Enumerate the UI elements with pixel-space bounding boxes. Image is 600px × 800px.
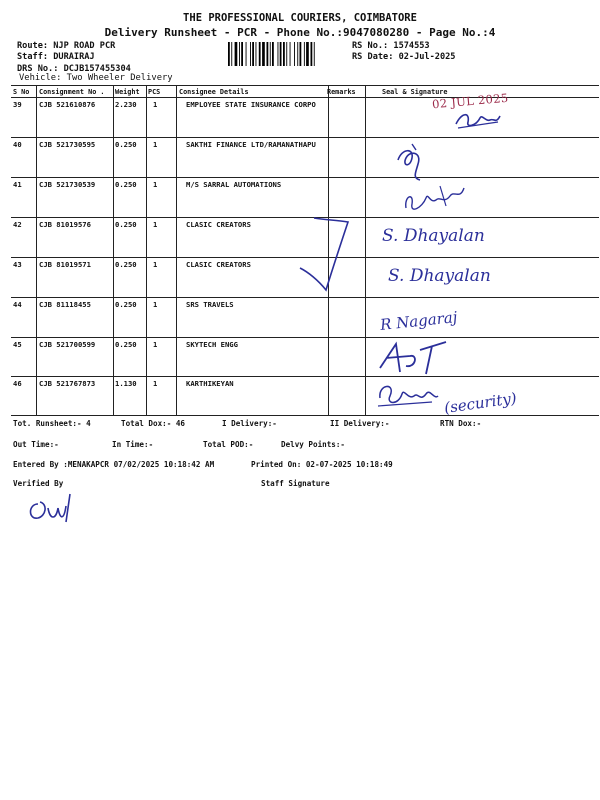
- printed-on: Printed On: 02-07-2025 10:18:49: [251, 460, 393, 469]
- barcode-bar: [241, 42, 243, 66]
- total-runsheet: Tot. Runsheet:- 4: [13, 419, 91, 428]
- cell-consignee: SKYTECH ENGG: [186, 340, 238, 349]
- cell-weight: 1.130: [115, 379, 137, 388]
- signature-44: R Nagaraj: [379, 308, 459, 334]
- table-rule: [11, 97, 599, 98]
- barcode-bar: [239, 42, 240, 66]
- barcode-bar: [294, 42, 295, 66]
- rs-number: RS No.: 1574553: [352, 41, 430, 51]
- barcode-bar: [300, 42, 302, 66]
- cell-pcs: 1: [153, 379, 158, 388]
- cell-consignment: CJB 521700599: [39, 340, 96, 349]
- cell-pcs: 1: [153, 300, 158, 309]
- route-label: Route: NJP ROAD PCR: [17, 41, 116, 51]
- barcode-bar: [235, 42, 238, 66]
- barcode-bar: [256, 42, 257, 66]
- total-pod: Total POD:-: [203, 440, 254, 449]
- signature-39: [452, 108, 502, 132]
- col-seal-signature: Seal & Signature: [382, 88, 448, 96]
- date-stamp: 02 JUL 2025: [431, 90, 509, 112]
- col-sno: S No: [13, 88, 30, 96]
- verified-by: Verified By: [13, 479, 64, 488]
- barcode-bar: [246, 42, 247, 66]
- barcode-bar: [250, 42, 251, 66]
- signature-41: [400, 178, 472, 218]
- runsheet-title: Delivery Runsheet - PCR - Phone No.:9047080280 - Page No.:4: [104, 26, 496, 39]
- cell-consignee: CLASIC CREATORS: [186, 220, 251, 229]
- barcode-bar: [231, 42, 232, 66]
- table-rule: [11, 137, 599, 138]
- barcode-bar: [283, 42, 285, 66]
- col-weight: Weight: [115, 88, 140, 96]
- cell-sno: 41: [13, 180, 22, 189]
- barcode-bar: [272, 42, 274, 66]
- table-rule: [146, 85, 147, 415]
- col-remarks: Remarks: [327, 88, 356, 96]
- verifier-signature: [26, 490, 82, 526]
- cell-weight: 0.250: [115, 140, 137, 149]
- staff-label: Staff: DURAIRAJ: [17, 52, 95, 62]
- cell-pcs: 1: [153, 260, 158, 269]
- barcode-bar: [280, 42, 282, 66]
- out-time: Out Time:-: [13, 440, 59, 449]
- signature-42: S. Dhayalan: [382, 226, 485, 246]
- table-rule: [11, 415, 599, 416]
- table-rule: [176, 85, 177, 415]
- cell-weight: 0.250: [115, 300, 137, 309]
- cell-weight: 0.250: [115, 260, 137, 269]
- cell-consignee: EMPLOYEE STATE INSURANCE CORPO: [186, 100, 316, 109]
- cell-weight: 0.250: [115, 340, 137, 349]
- cell-consignment: CJB 521767873: [39, 379, 96, 388]
- cell-consignment: CJB 521610876: [39, 100, 96, 109]
- barcode-bar: [304, 42, 305, 66]
- cell-pcs: 1: [153, 100, 158, 109]
- ii-delivery: II Delivery:-: [330, 419, 390, 428]
- table-rule: [11, 376, 599, 377]
- table-rule: [36, 85, 37, 415]
- barcode-bar: [252, 42, 254, 66]
- cell-consignee: SRS TRAVELS: [186, 300, 234, 309]
- barcode-bar: [311, 42, 313, 66]
- signature-43: S. Dhayalan: [388, 266, 491, 286]
- cell-weight: 0.250: [115, 220, 137, 229]
- staff-signature: Staff Signature: [261, 479, 330, 488]
- entered-by: Entered By :MENAKAPCR 07/02/2025 10:18:42 AM: [13, 460, 215, 469]
- cell-consignment: CJB 521730539: [39, 180, 96, 189]
- signature-45: [376, 338, 460, 378]
- barcode-bar: [270, 42, 271, 66]
- cell-consignment: CJB 81019571: [39, 260, 91, 269]
- cell-consignment: CJB 81118455: [39, 300, 91, 309]
- cell-pcs: 1: [153, 340, 158, 349]
- delvy-points: Delvy Points:-: [281, 440, 346, 449]
- company-name: THE PROFESSIONAL COURIERS, COIMBATORE: [183, 12, 417, 24]
- security-note: (security): [443, 389, 518, 417]
- cell-pcs: 1: [153, 140, 158, 149]
- table-rule: [11, 85, 599, 86]
- cell-consignee: KARTHIKEYAN: [186, 379, 234, 388]
- barcode-bar: [297, 42, 298, 66]
- i-delivery: I Delivery:-: [222, 419, 277, 428]
- cell-pcs: 1: [153, 220, 158, 229]
- barcode-bar: [286, 42, 287, 66]
- barcode: [228, 42, 340, 66]
- cell-consignee: SAKTHI FINANCE LTD/RAMANATHAPU: [186, 140, 316, 149]
- cell-sno: 46: [13, 379, 22, 388]
- col-consignee: Consignee Details: [179, 88, 249, 96]
- vehicle-label: Vehicle: Two Wheeler Delivery: [19, 73, 173, 83]
- barcode-bar: [259, 42, 261, 66]
- barcode-bar: [306, 42, 309, 66]
- barcode-bar: [278, 42, 279, 66]
- cell-consignee: M/S SARRAL AUTOMATIONS: [186, 180, 282, 189]
- cell-consignment: CJB 81019576: [39, 220, 91, 229]
- rs-date: RS Date: 02-Jul-2025: [352, 52, 456, 62]
- col-pcs: PCS: [148, 88, 161, 96]
- drs-number: DRS No.: DCJB157455304: [17, 64, 131, 74]
- cell-sno: 45: [13, 340, 22, 349]
- signature-46: [374, 378, 440, 412]
- rtn-dox: RTN Dox:-: [440, 419, 482, 428]
- cell-sno: 40: [13, 140, 22, 149]
- cell-sno: 42: [13, 220, 22, 229]
- barcode-bar: [228, 42, 230, 66]
- in-time: In Time:-: [112, 440, 154, 449]
- col-consignment: Consignment No .: [39, 88, 105, 96]
- cell-pcs: 1: [153, 180, 158, 189]
- table-rule: [113, 85, 114, 415]
- table-rule: [11, 337, 599, 338]
- cell-weight: 0.250: [115, 180, 137, 189]
- barcode-bar: [262, 42, 265, 66]
- cell-consignee: CLASIC CREATORS: [186, 260, 251, 269]
- cell-sno: 43: [13, 260, 22, 269]
- barcode-bar: [290, 42, 291, 66]
- table-rule: [365, 85, 366, 415]
- cell-sno: 39: [13, 100, 22, 109]
- barcode-bar: [267, 42, 269, 66]
- table-rule: [11, 177, 599, 178]
- cell-consignment: CJB 521730595: [39, 140, 96, 149]
- barcode-bar: [314, 42, 315, 66]
- cell-weight: 2.230: [115, 100, 137, 109]
- cell-sno: 44: [13, 300, 22, 309]
- check-mark: [296, 214, 352, 294]
- table-rule: [11, 297, 599, 298]
- total-dox: Total Dox:- 46: [121, 419, 186, 428]
